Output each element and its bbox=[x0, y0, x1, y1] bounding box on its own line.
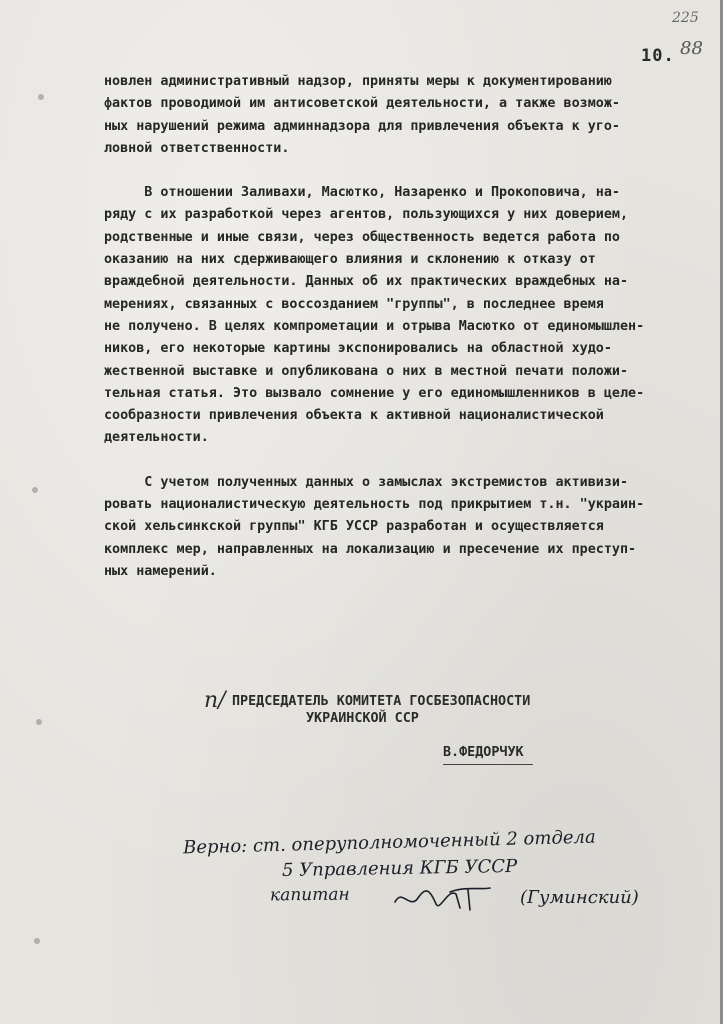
text-line: ряду с их разработкой через агентов, пользующихся у них доверием, bbox=[104, 207, 629, 223]
text-line: оказанию на них сдерживающего влияния и склонению к отказу от bbox=[104, 252, 596, 268]
text-line: ных намерений. bbox=[104, 563, 217, 579]
text-line: ловной ответственности. bbox=[104, 140, 290, 156]
text-line: В отношении Заливахи, Масютко, Назаренко и Прокоповича, на- bbox=[104, 185, 620, 201]
text-line: враждебной деятельности. Данных об их практических враждебных на- bbox=[104, 274, 629, 290]
name-underline bbox=[443, 764, 533, 765]
certification-line-1: Верно: ст. оперуполномоченный 2 отдела bbox=[182, 826, 596, 859]
text-line: деятельности. bbox=[104, 430, 209, 446]
text-line: ников, его некоторые картины экспонировались на областной худо- bbox=[104, 341, 612, 357]
text-line: С учетом полученных данных о замыслах экстремистов активизи- bbox=[104, 474, 629, 490]
text-line: ской хельсинкской группы" КГБ УССР разработан и осуществляется bbox=[104, 519, 604, 535]
punch-hole bbox=[32, 487, 38, 493]
signatory-name: В.ФЕДОРЧУК bbox=[443, 745, 524, 760]
text-line: родственные и иные связи, через общественность ведется работа по bbox=[104, 229, 620, 245]
signatory-title: ПРЕДСЕДАТЕЛЬ КОМИТЕТА ГОСБЕЗОПАСНОСТИ bbox=[232, 694, 531, 709]
page-number: 10. bbox=[641, 46, 675, 66]
page-marker: 88 bbox=[680, 38, 703, 59]
text-line: ровать националистическую деятельность под прикрытием т.н. "украин- bbox=[104, 497, 645, 513]
text-line: тельная статья. Это вызвало сомнение у его единомышленников в целе- bbox=[104, 385, 645, 401]
text-line: не получено. В целях компрометации и отрыва Масютко от единомышлен- bbox=[104, 318, 645, 334]
text-line: сообразности привлечения объекта к активной националистической bbox=[104, 408, 604, 424]
punch-hole bbox=[38, 94, 44, 100]
text-line: комплекс мер, направленных на локализацию и пресечение их преступ- bbox=[104, 541, 637, 557]
archive-number: 225 bbox=[672, 10, 699, 26]
signatory-subtitle: УКРАИНСКОЙ ССР bbox=[306, 711, 419, 726]
paragraph-1 bbox=[104, 71, 704, 160]
punch-hole bbox=[36, 719, 42, 725]
punch-hole bbox=[34, 938, 40, 944]
text-line: ных нарушений режима админнадзора для привлечения объекта к уго- bbox=[104, 118, 620, 134]
text-line: мерениях, связанных с воссозданием "группы", в последнее время bbox=[104, 296, 604, 312]
signature-prefix: п/ bbox=[204, 688, 226, 713]
document-body bbox=[104, 71, 704, 583]
certification-line-3: капитан bbox=[269, 884, 350, 906]
text-line: жественной выставке и опубликована о них в местной печати положи- bbox=[104, 363, 629, 379]
certification-line-2: 5 Управления КГБ УССР bbox=[281, 855, 518, 882]
handwritten-signature bbox=[390, 880, 510, 920]
paragraph-2 bbox=[104, 182, 704, 450]
text-line: новлен административный надзор, приняты меры к документированию bbox=[104, 74, 612, 89]
paragraph-3 bbox=[104, 472, 704, 583]
certification-name: (Гуминский) bbox=[520, 887, 639, 908]
text-line: фактов проводимой им антисоветской деятельности, а также возмож- bbox=[104, 96, 620, 112]
